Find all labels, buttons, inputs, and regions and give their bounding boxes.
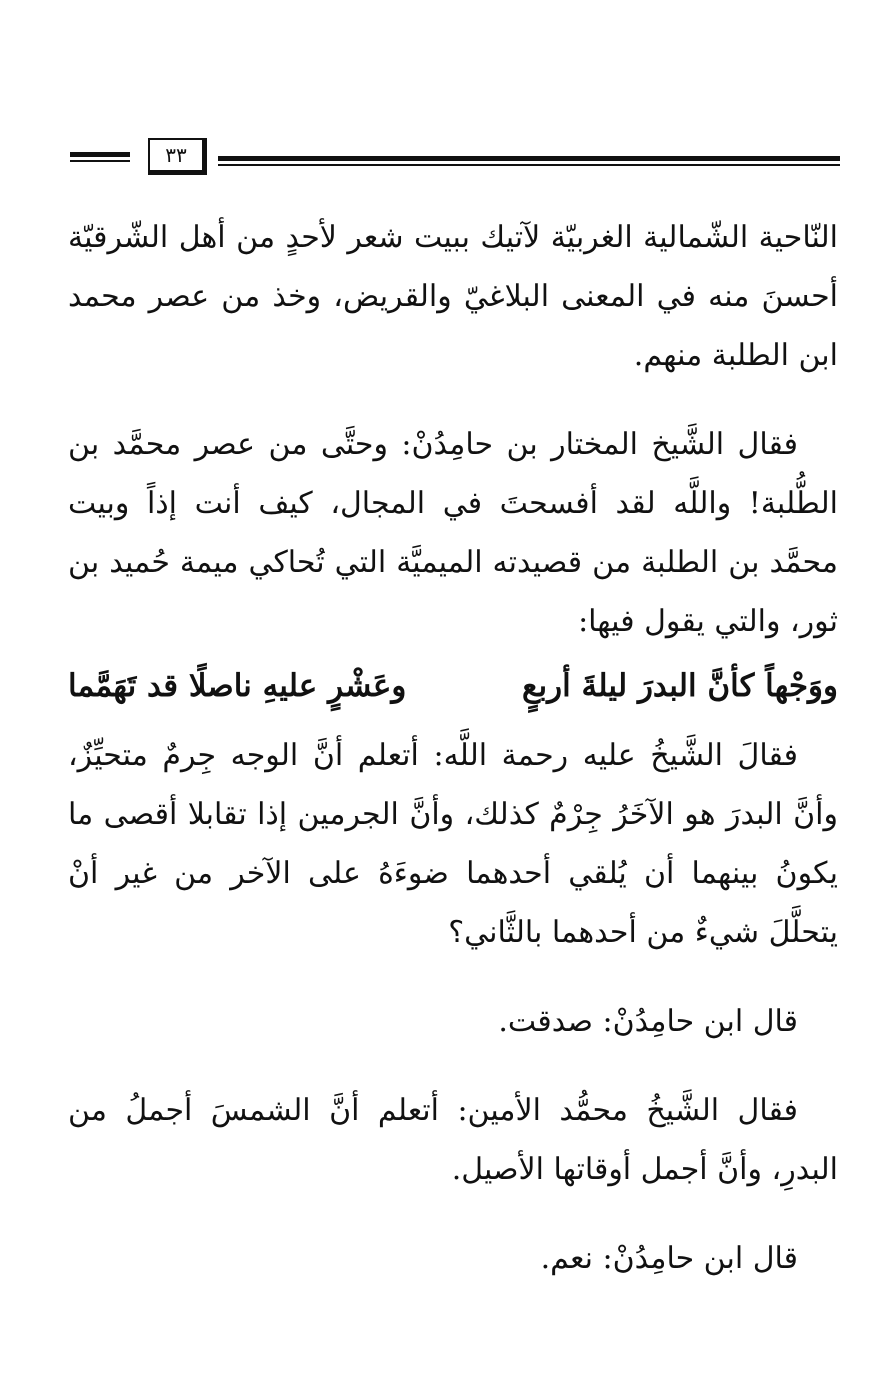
paragraph-5: فقال الشَّيخُ محمُّد الأمين: أتعلم أنَّ الشمسَ أجملُ من البدرِ، وأنَّ أجمل أوقاتها الأصيل.	[68, 1093, 838, 1187]
paragraph-4: قال ابن حامِدُنْ: صدقت.	[498, 1004, 798, 1039]
header-rule-right	[218, 156, 840, 168]
paragraph-6: قال ابن حامِدُنْ: نعم.	[540, 1241, 798, 1276]
paragraph-1: النّاحية الشّمالية الغربيّة لآتيك ببيت شعر لأحدٍ من أهل الشّرقيّة أحسنَ منه في المعنى البلاغيّ والقريض، وخذ من عصر محمد ابن الطلبة منهم.	[68, 220, 839, 373]
paragraph-2: فقال الشَّيخ المختار بن حامِدُنْ: وحتَّى من عصر محمَّد بن الطُّلبة! واللَّه لقد أفسحتَ في المجال، كيف أنت إذاً وبيت محمَّد بن الطلبة من قصيدته الميميَّة التي تُحاكي ميمة حُميد بن ثور، والتي يقول فيها:	[68, 427, 838, 639]
verse-second-hemistich: وعَشْرٍ عليهِ ناصلًا قد تَهَمَّما	[68, 668, 407, 704]
paragraph-3: فقالَ الشَّيخُ عليه رحمة اللَّه: أتعلم أنَّ الوجه جِرمٌ متحيِّزٌ، وأنَّ البدرَ هو الآخَرُ جِرْمٌ كذلك، وأنَّ الجرمين إذا تقابلا أقصى ما يكونُ بينهما أن يُلقي أحدهما ضوءَهُ على الآخر من غير أنْ يتحلَّلَ شيءٌ من أحدهما بالثَّاني؟	[68, 738, 838, 950]
poem-verse	[68, 657, 838, 716]
page-body	[68, 208, 838, 1288]
verse-first-hemistich: ووَجْهاً كأنَّ البدرَ ليلةَ أربعٍ	[521, 668, 838, 704]
page-header	[70, 138, 840, 178]
header-rule-left	[70, 152, 130, 164]
page-number: ٣٣	[148, 138, 207, 175]
